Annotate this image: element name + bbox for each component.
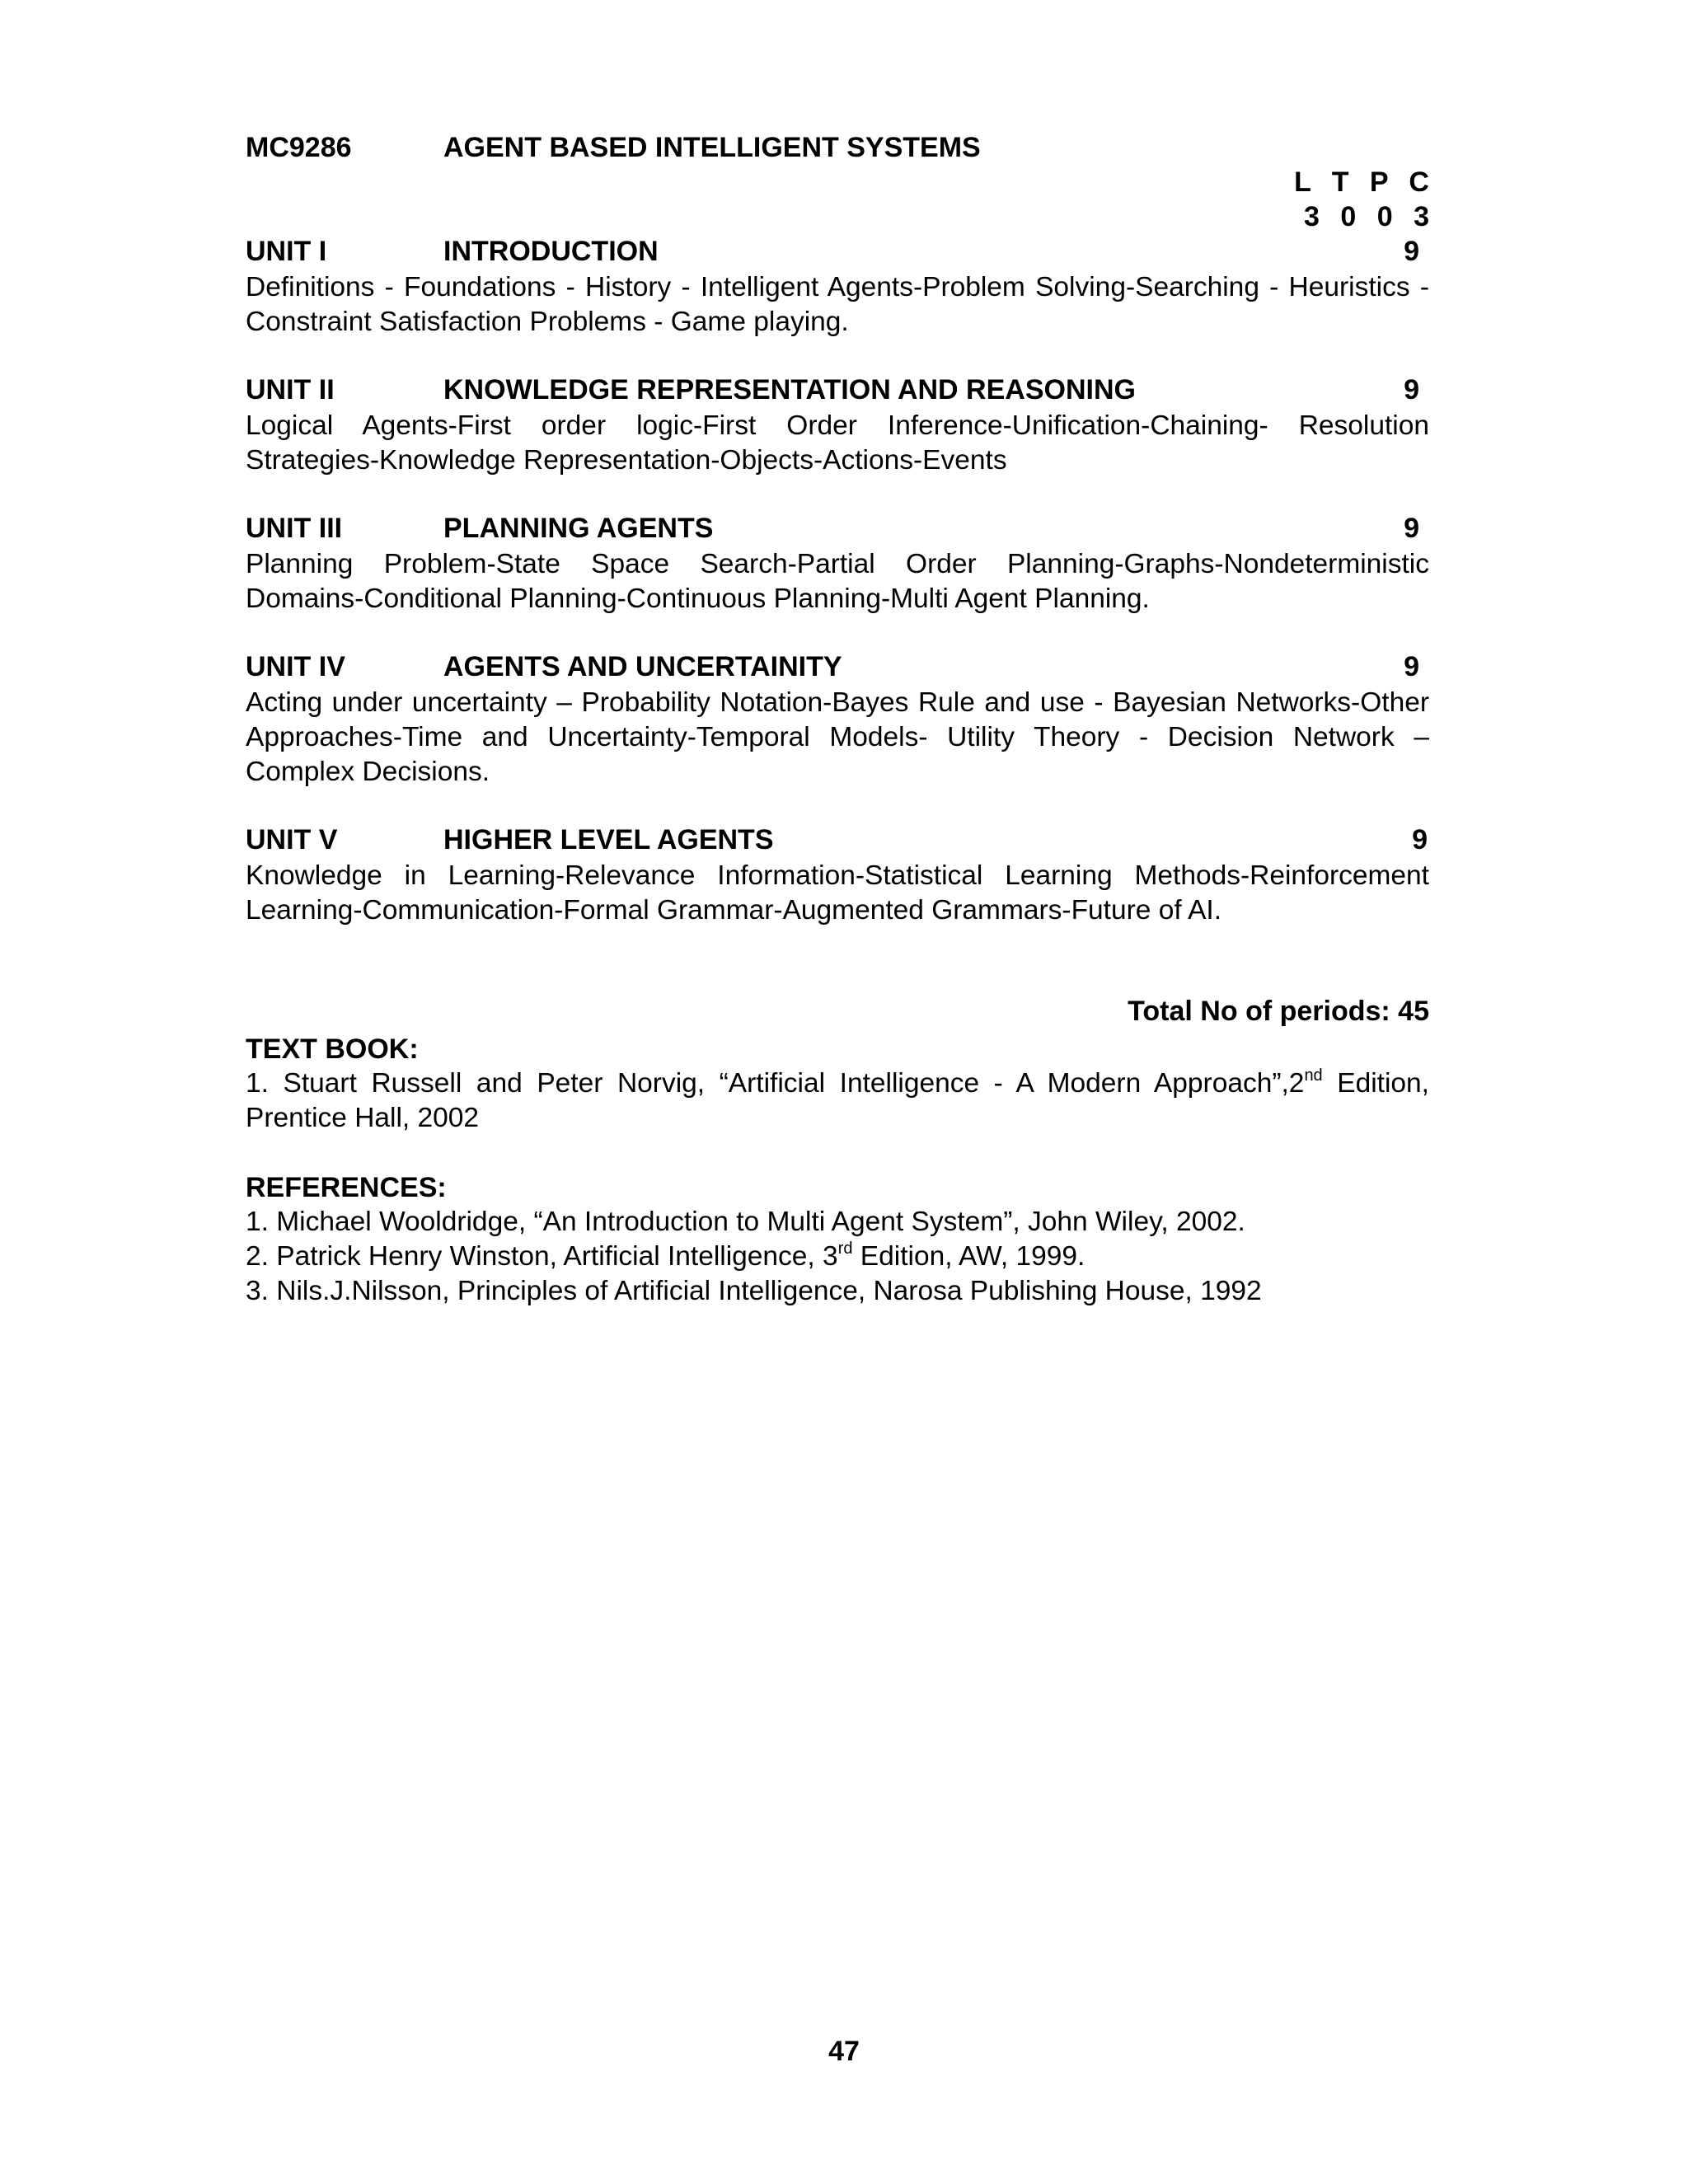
text-book-heading: TEXT BOOK: xyxy=(246,1033,419,1065)
total-periods: Total No of periods: 45 xyxy=(1128,996,1429,1027)
page-number: 47 xyxy=(828,2036,860,2067)
unit-title: KNOWLEDGE REPRESENTATION AND REASONING xyxy=(443,374,1136,405)
ordinal-suffix: nd xyxy=(1304,1066,1323,1085)
course-header xyxy=(246,132,1429,168)
unit-number: UNIT V xyxy=(246,824,338,855)
unit-4 xyxy=(246,651,1429,790)
course-title: AGENT BASED INTELLIGENT SYSTEMS xyxy=(443,132,981,163)
references-heading: REFERENCES: xyxy=(246,1172,447,1203)
unit-heading xyxy=(246,374,1429,409)
unit-content: Logical Agents-First order logic-First Order Inference-Unification-Chaining- Resolution Strategies-Knowledge Representation-Objects-Actions-Events xyxy=(246,410,1429,476)
unit-5 xyxy=(246,824,1429,928)
reference-entry: 1. Michael Wooldridge, “An Introduction to Multi Agent System”, John Wiley, 2002. xyxy=(246,1207,1245,1237)
reference-entry xyxy=(246,1240,1429,1274)
unit-2 xyxy=(246,374,1429,478)
unit-title: PLANNING AGENTS xyxy=(443,513,714,544)
entry-text: 1. Stuart Russell and Peter Norvig, “Artificial Intelligence - A Modern Approach”,2 xyxy=(246,1068,1305,1099)
unit-hours: 9 xyxy=(1412,824,1428,855)
course-code: MC9286 xyxy=(246,132,352,163)
ltpc-values: 3 0 0 3 xyxy=(1304,201,1436,232)
reference-entry: 3. Nils.J.Nilsson, Principles of Artificial Intelligence, Narosa Publishing House, 1992 xyxy=(246,1276,1262,1306)
unit-heading xyxy=(246,824,1429,859)
ltpc-header: L T P C xyxy=(1294,166,1436,198)
unit-title: AGENTS AND UNCERTAINITY xyxy=(443,651,842,682)
unit-content: Knowledge in Learning-Relevance Information-Statistical Learning Methods-Reinforcement Learning-Communication-Formal Grammar-Augmented Grammars-Future of AI. xyxy=(246,860,1429,926)
unit-title: HIGHER LEVEL AGENTS xyxy=(443,824,774,855)
unit-hours: 9 xyxy=(1404,651,1419,682)
unit-title: INTRODUCTION xyxy=(443,236,659,267)
unit-content: Planning Problem-State Space Search-Partial Order Planning-Graphs-Nondeterministic Domains-Conditional Planning-Continuous Planning-Multi Agent Planning. xyxy=(246,549,1429,614)
unit-number: UNIT II xyxy=(246,374,335,405)
unit-content: Definitions - Foundations - History - Intelligent Agents-Problem Solving-Searching - Heuristics -Constraint Satisfaction Problems - Game playing. xyxy=(246,272,1429,337)
unit-heading xyxy=(246,513,1429,547)
unit-1 xyxy=(246,236,1429,340)
ordinal-suffix: rd xyxy=(837,1240,853,1258)
unit-3 xyxy=(246,513,1429,616)
unit-heading xyxy=(246,236,1429,270)
entry-text-continued: Edition, AW, 1999. xyxy=(852,1241,1085,1272)
unit-hours: 9 xyxy=(1404,236,1419,267)
entry-text: 2. Patrick Henry Winston, Artificial Intelligence, 3 xyxy=(246,1241,838,1272)
unit-hours: 9 xyxy=(1404,513,1419,544)
text-book-entry xyxy=(246,1066,1429,1136)
references-section xyxy=(246,1170,1429,1309)
entry-text-continued: Edition, Prentice Hall, 2002 xyxy=(246,1068,1429,1133)
unit-heading xyxy=(246,651,1429,686)
unit-number: UNIT IV xyxy=(246,651,345,682)
text-book-section xyxy=(246,1032,1429,1136)
unit-hours: 9 xyxy=(1404,374,1419,405)
unit-number: UNIT III xyxy=(246,513,343,544)
unit-content: Acting under uncertainty – Probability Notation-Bayes Rule and use - Bayesian Networks-Other Approaches-Time and Uncertainty-Temporal Models- Utility Theory - Decision Network – Complex Decisions. xyxy=(246,687,1429,787)
unit-number: UNIT I xyxy=(246,236,327,267)
